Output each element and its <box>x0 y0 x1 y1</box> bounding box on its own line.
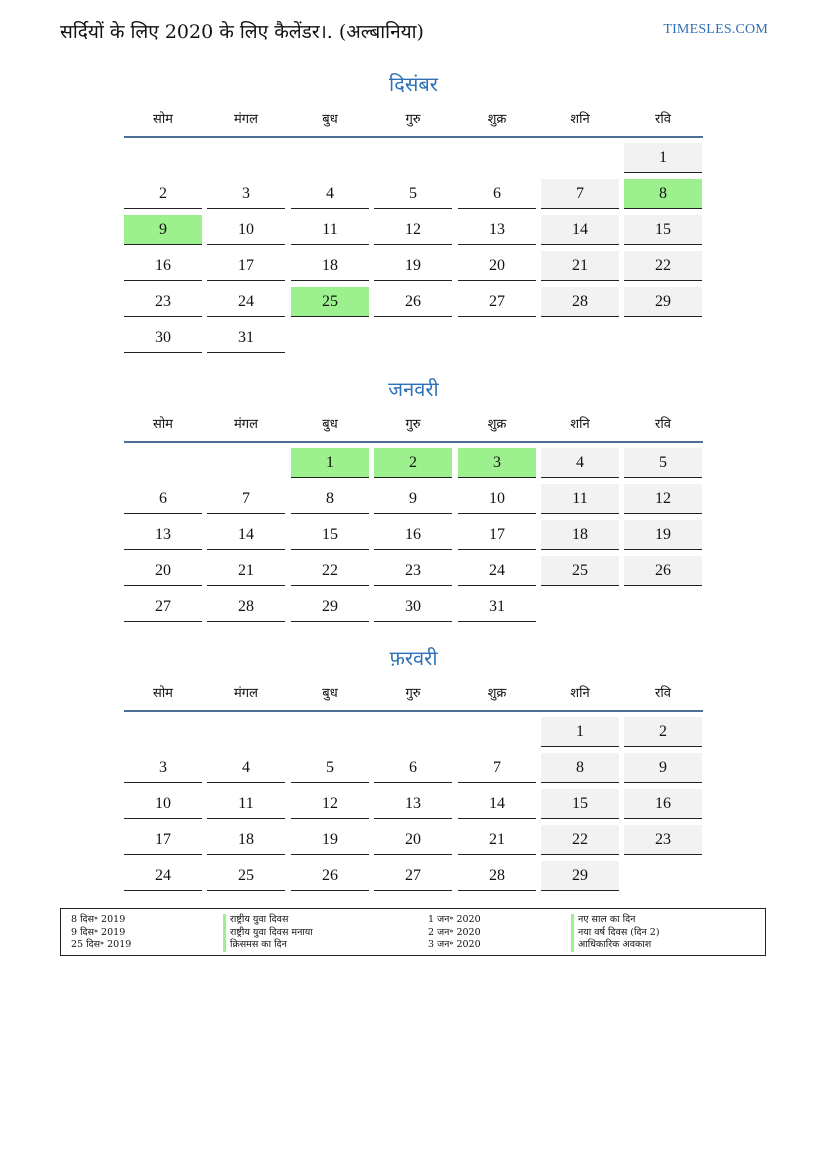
page-title: सर्दियों के लिए 2020 के लिए कैलेंडर।. (अल्बानिया) <box>60 21 424 43</box>
day-cell[interactable]: 20 <box>124 556 202 586</box>
day-cell[interactable]: 6 <box>124 484 202 514</box>
weekday-label: रवि <box>655 417 671 432</box>
day-cell[interactable]: 29 <box>541 861 619 891</box>
weekday-label: गुरु <box>405 112 421 127</box>
day-cell[interactable]: 11 <box>207 789 285 819</box>
day-cell[interactable]: 2 <box>374 448 452 478</box>
day-cell[interactable]: 28 <box>541 287 619 317</box>
day-cell[interactable]: 1 <box>541 717 619 747</box>
day-cell[interactable]: 19 <box>291 825 369 855</box>
weekday-label: सोम <box>153 112 173 127</box>
header-rule <box>124 136 703 138</box>
weekday-label: बुध <box>322 112 338 127</box>
weekday-label: शनि <box>570 417 590 432</box>
day-cell[interactable]: 21 <box>207 556 285 586</box>
day-cell[interactable]: 26 <box>624 556 702 586</box>
legend-holiday-name: नए साल का दिन <box>571 914 660 927</box>
day-cell[interactable]: 22 <box>291 556 369 586</box>
month-title: दिसंबर <box>389 72 438 96</box>
day-cell[interactable]: 15 <box>541 789 619 819</box>
weekday-label: मंगल <box>234 417 258 432</box>
day-cell[interactable]: 10 <box>458 484 536 514</box>
day-cell[interactable]: 18 <box>207 825 285 855</box>
weekday-label: रवि <box>655 686 671 701</box>
weekday-label: शुक्र <box>487 112 507 127</box>
day-cell[interactable]: 2 <box>124 179 202 209</box>
day-cell[interactable]: 25 <box>541 556 619 586</box>
day-cell[interactable]: 21 <box>541 251 619 281</box>
weekday-label: बुध <box>322 686 338 701</box>
day-cell[interactable]: 17 <box>124 825 202 855</box>
day-cell[interactable]: 31 <box>207 323 285 353</box>
day-cell[interactable]: 29 <box>291 592 369 622</box>
weekday-label: सोम <box>153 686 173 701</box>
day-cell[interactable]: 25 <box>291 287 369 317</box>
day-cell[interactable]: 15 <box>291 520 369 550</box>
day-cell[interactable]: 4 <box>207 753 285 783</box>
day-cell[interactable]: 24 <box>207 287 285 317</box>
day-cell[interactable]: 13 <box>124 520 202 550</box>
day-cell[interactable]: 7 <box>207 484 285 514</box>
legend-holiday-name: राष्ट्रीय युवा दिवस <box>223 914 313 927</box>
holiday-legend <box>60 908 766 956</box>
day-cell[interactable]: 13 <box>374 789 452 819</box>
day-cell[interactable]: 10 <box>124 789 202 819</box>
day-cell[interactable]: 20 <box>374 825 452 855</box>
weekday-label: मंगल <box>234 686 258 701</box>
day-cell[interactable]: 28 <box>207 592 285 622</box>
day-cell[interactable]: 3 <box>124 753 202 783</box>
day-cell[interactable]: 19 <box>374 251 452 281</box>
day-cell[interactable]: 9 <box>374 484 452 514</box>
legend-holiday-name: राष्ट्रीय युवा दिवस मनाया <box>223 927 313 940</box>
weekday-label: शुक्र <box>487 686 507 701</box>
day-cell[interactable]: 4 <box>291 179 369 209</box>
day-cell[interactable]: 3 <box>207 179 285 209</box>
legend-date: 3 जन॰ 2020 <box>428 939 481 950</box>
day-cell[interactable]: 23 <box>124 287 202 317</box>
weekday-label: बुध <box>322 417 338 432</box>
day-cell[interactable]: 23 <box>374 556 452 586</box>
weekday-label: शनि <box>570 112 590 127</box>
day-cell[interactable]: 19 <box>624 520 702 550</box>
day-cell[interactable]: 16 <box>374 520 452 550</box>
day-cell[interactable]: 9 <box>624 753 702 783</box>
legend-date: 2 जन॰ 2020 <box>428 926 481 938</box>
day-cell[interactable]: 31 <box>458 592 536 622</box>
weekday-label: गुरु <box>405 417 421 432</box>
day-cell[interactable]: 28 <box>458 861 536 891</box>
day-cell[interactable]: 22 <box>541 825 619 855</box>
day-cell[interactable]: 20 <box>458 251 536 281</box>
day-cell[interactable]: 22 <box>624 251 702 281</box>
header-rule <box>124 710 703 712</box>
day-cell[interactable]: 24 <box>124 861 202 891</box>
day-cell[interactable]: 14 <box>207 520 285 550</box>
legend-names-right <box>571 914 660 952</box>
day-cell[interactable]: 4 <box>541 448 619 478</box>
legend-date: 1 जन॰ 2020 <box>428 914 481 925</box>
day-cell[interactable]: 3 <box>458 448 536 478</box>
day-cell[interactable]: 12 <box>374 215 452 245</box>
day-cell[interactable]: 11 <box>541 484 619 514</box>
day-cell[interactable]: 7 <box>458 753 536 783</box>
day-cell[interactable]: 9 <box>124 215 202 245</box>
day-cell[interactable]: 8 <box>624 179 702 209</box>
day-cell[interactable]: 15 <box>624 215 702 245</box>
day-cell[interactable]: 2 <box>624 717 702 747</box>
day-cell[interactable]: 6 <box>374 753 452 783</box>
day-cell[interactable]: 6 <box>458 179 536 209</box>
weekday-label: शुक्र <box>487 417 507 432</box>
weekday-label: रवि <box>655 112 671 127</box>
header-rule <box>124 441 703 443</box>
legend-dates-left <box>71 914 131 952</box>
legend-date: 8 दिस॰ 2019 <box>71 914 126 925</box>
day-cell[interactable]: 5 <box>374 179 452 209</box>
legend-names-left <box>223 914 313 952</box>
day-cell[interactable]: 24 <box>458 556 536 586</box>
legend-dates-right <box>428 914 481 952</box>
day-cell[interactable]: 17 <box>458 520 536 550</box>
day-cell[interactable]: 5 <box>291 753 369 783</box>
weekday-label: शनि <box>570 686 590 701</box>
day-cell[interactable]: 13 <box>458 215 536 245</box>
weekday-label: गुरु <box>405 686 421 701</box>
day-cell[interactable]: 1 <box>291 448 369 478</box>
day-cell[interactable]: 21 <box>458 825 536 855</box>
day-cell[interactable]: 27 <box>458 287 536 317</box>
day-cell[interactable]: 8 <box>541 753 619 783</box>
day-cell[interactable]: 10 <box>207 215 285 245</box>
day-cell[interactable]: 30 <box>124 323 202 353</box>
legend-holiday-name: क्रिसमस का दिन <box>223 939 313 952</box>
day-cell[interactable]: 18 <box>541 520 619 550</box>
day-cell[interactable]: 26 <box>374 287 452 317</box>
day-cell[interactable]: 14 <box>541 215 619 245</box>
weekday-label: मंगल <box>234 112 258 127</box>
month-title: जनवरी <box>388 377 439 401</box>
day-cell[interactable]: 5 <box>624 448 702 478</box>
legend-holiday-name: आधिकारिक अवकाश <box>571 939 660 952</box>
month-title: फ़रवरी <box>389 646 438 670</box>
day-cell[interactable]: 18 <box>291 251 369 281</box>
day-cell[interactable]: 16 <box>124 251 202 281</box>
day-cell[interactable]: 12 <box>291 789 369 819</box>
legend-holiday-name: नया वर्ष दिवस (दिन 2) <box>571 927 660 940</box>
day-cell[interactable]: 8 <box>291 484 369 514</box>
day-cell[interactable]: 1 <box>624 143 702 173</box>
day-cell[interactable]: 30 <box>374 592 452 622</box>
legend-date: 25 दिस॰ 2019 <box>71 939 132 950</box>
day-cell[interactable]: 26 <box>291 861 369 891</box>
day-cell[interactable]: 27 <box>374 861 452 891</box>
day-cell[interactable]: 23 <box>624 825 702 855</box>
day-cell[interactable]: 12 <box>624 484 702 514</box>
day-cell[interactable]: 29 <box>624 287 702 317</box>
day-cell[interactable]: 7 <box>541 179 619 209</box>
day-cell[interactable]: 14 <box>458 789 536 819</box>
site-link[interactable]: TIMESLES.COM <box>663 22 768 37</box>
day-cell[interactable]: 27 <box>124 592 202 622</box>
legend-date: 9 दिस॰ 2019 <box>71 926 126 938</box>
day-cell[interactable]: 17 <box>207 251 285 281</box>
weekday-label: सोम <box>153 417 173 432</box>
day-cell[interactable]: 16 <box>624 789 702 819</box>
day-cell[interactable]: 25 <box>207 861 285 891</box>
day-cell[interactable]: 11 <box>291 215 369 245</box>
